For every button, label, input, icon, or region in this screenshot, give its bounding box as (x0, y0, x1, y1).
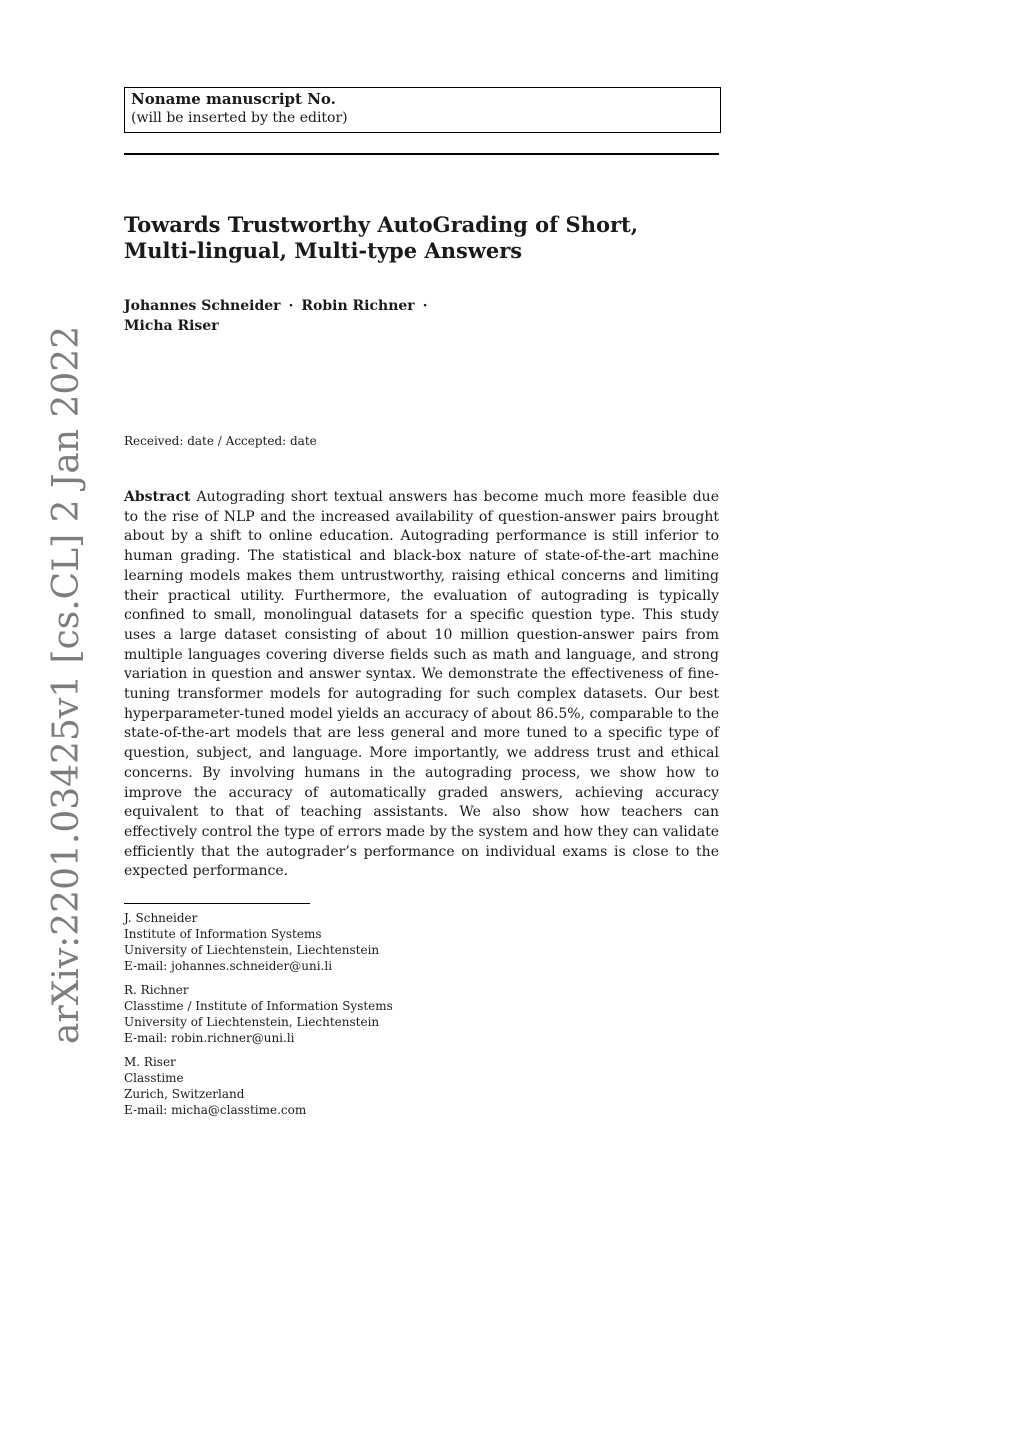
author-separator: · (288, 298, 294, 314)
affiliation-email: E-mail: micha@classtime.com (124, 1103, 307, 1117)
abstract-label: Abstract (124, 489, 191, 505)
author-separator: · (422, 298, 428, 314)
paper-title-line-2: Multi-lingual, Multi-type Answers (124, 238, 523, 263)
top-rule (124, 153, 719, 155)
affiliation-line: University of Liechtenstein, Liechtenstein (124, 1015, 380, 1029)
author-name: Johannes Schneider (124, 298, 281, 314)
affiliation-richner (124, 982, 393, 1046)
author-list (124, 296, 724, 336)
manuscript-box (124, 87, 721, 133)
arxiv-identifier: arXiv:2201.03425v1 [cs.CL] 2 Jan 2022 (46, 325, 87, 1044)
affiliation-line: Classtime (124, 1071, 184, 1085)
author-name: Robin Richner (301, 298, 415, 314)
paper-title (124, 212, 724, 264)
manuscript-note: (will be inserted by the editor) (131, 110, 348, 126)
affiliation-schneider (124, 910, 379, 974)
affiliation-name: R. Richner (124, 983, 189, 997)
affiliation-name: M. Riser (124, 1055, 176, 1069)
paper-title-line-1: Towards Trustworthy AutoGrading of Short, (124, 212, 639, 237)
affiliation-line: Institute of Information Systems (124, 927, 322, 941)
affiliation-email: E-mail: johannes.schneider@uni.li (124, 959, 333, 973)
affiliation-email: E-mail: robin.richner@uni.li (124, 1031, 295, 1045)
received-accepted-dates: Received: date / Accepted: date (124, 434, 317, 448)
abstract (124, 488, 719, 882)
affiliation-line: University of Liechtenstein, Liechtenstein (124, 943, 380, 957)
abstract-text: Autograding short textual answers has become much more feasible due to the rise of NLP and the increased availability of question-answer pairs brought about by a shift to online education. Autograding performance is still inferior to human grading. The statistical and black-box nature of state-of-the-art machine learning models makes them untrustworthy, raising ethical concerns and limiting their practical utility. Furthermore, the evaluation of autograding is typically confined to small, monolingual datasets for a specific question type. This study uses a large dataset consisting of about 10 million question-answer pairs from multiple languages covering diverse fields such as math and language, and strong variation in question and answer syntax. We demonstrate the effectiveness of fine-tuning transformer models for autograding for such complex datasets. Our best hyperparameter-tuned model yields an accuracy of about 86.5%, comparable to the state-of-the-art models that are less general and more tuned to a specific type of question, subject, and language. More importantly, we address trust and ethical concerns. By involving humans in the autograding process, we show how to improve the accuracy of automatically graded answers, achieving accuracy equivalent to that of teaching assistants. We also show how teachers can effectively control the type of errors made by the system and how they can validate efficiently that the autograder’s performance on individual exams is close to the expected performance. (124, 489, 719, 880)
affiliation-line: Classtime / Institute of Information Systems (124, 999, 393, 1013)
manuscript-title: Noname manuscript No. (131, 90, 336, 108)
author-name: Micha Riser (124, 318, 219, 334)
affiliation-line: Zurich, Switzerland (124, 1087, 245, 1101)
footnote-rule (124, 903, 310, 904)
affiliation-name: J. Schneider (124, 911, 198, 925)
affiliation-riser (124, 1054, 306, 1118)
